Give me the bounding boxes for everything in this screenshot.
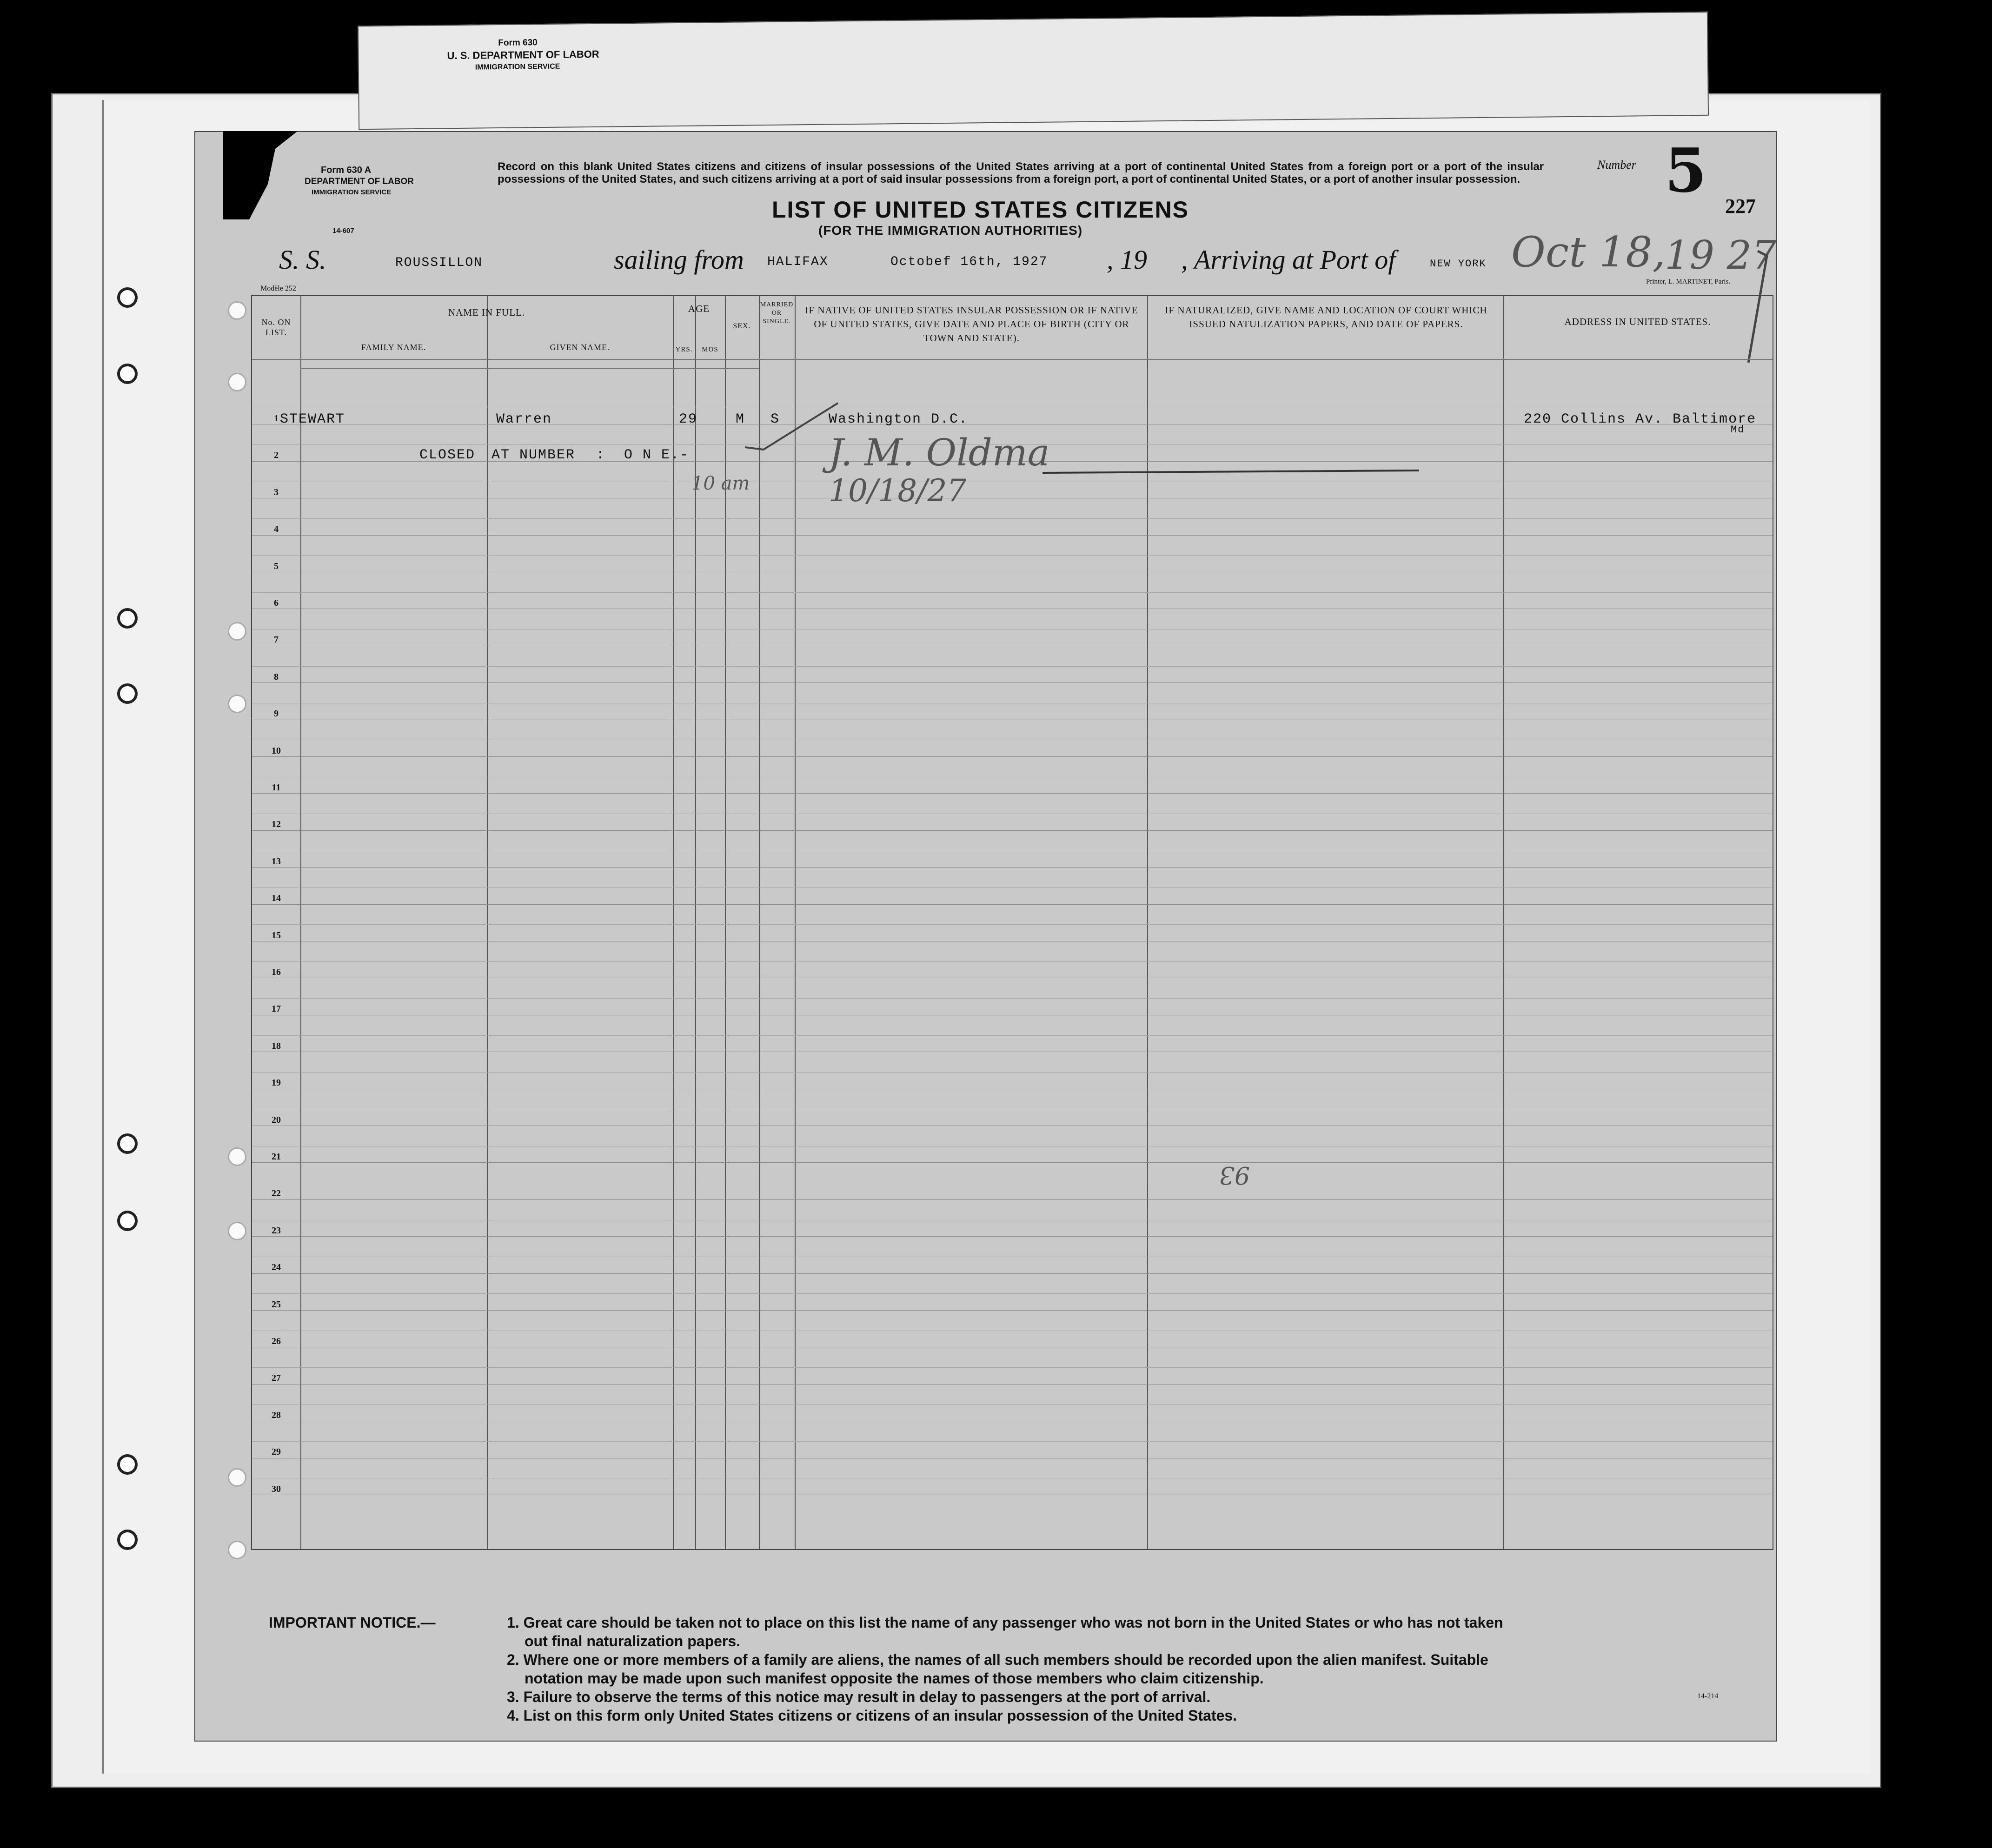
col-mos-header: MOS: [702, 346, 718, 353]
punch-hole: [228, 1468, 246, 1487]
row-number: 2: [274, 450, 279, 461]
row-rule: [252, 904, 1773, 905]
row-rule: [252, 867, 1773, 868]
row-number: 18: [272, 1040, 281, 1051]
row-rule: [252, 1236, 1773, 1237]
row-subrule: [252, 998, 1773, 999]
passenger-table: [251, 295, 1773, 1550]
arrival-port: NEW YORK: [1430, 258, 1487, 270]
row-number: 6: [274, 598, 279, 608]
row-number: 20: [272, 1114, 281, 1125]
col-divider: [300, 296, 301, 1549]
notice-item: 3. Failure to observe the terms of this notice may result in delay to passengers at the port of arrival.: [507, 1689, 1211, 1705]
closing-colon: :: [596, 447, 606, 463]
header-bottom-rule: [252, 359, 1773, 360]
row-rule: [252, 1273, 1773, 1274]
notice-item: 2. Where one or more members of a family are aliens, the names of all such members should be recorded upon the alien manifest. Suitable: [507, 1651, 1488, 1668]
departure-date: Octobef 16th, 1927: [890, 255, 1048, 269]
list-number: 5: [1665, 135, 1707, 206]
row-subrule: [252, 555, 1773, 556]
row1-age-yrs: 29: [679, 411, 698, 427]
number-label: Number: [1597, 158, 1636, 172]
row-number: 3: [274, 487, 279, 497]
row-number: 16: [272, 967, 281, 977]
punch-hole: [117, 608, 138, 629]
at-number-label: AT NUMBER: [491, 447, 576, 463]
form-subtitle: (FOR THE IMMIGRATION AUTHORITIES): [818, 223, 1083, 238]
col-age-header: AGE: [688, 303, 710, 314]
row1-birth-place: Washington D.C.: [829, 411, 969, 427]
punch-hole: [228, 301, 246, 320]
punch-hole: [228, 695, 246, 713]
row-subrule: [252, 924, 1773, 925]
form-department: DEPARTMENT OF LABOR: [305, 177, 414, 186]
notice-label: IMPORTANT NOTICE.—: [269, 1614, 436, 1631]
row-number: 1: [274, 413, 279, 424]
row1-given-name: Warren: [496, 411, 552, 427]
arrival-date-handwritten: Oct 18,: [1511, 228, 1666, 277]
notice-item: 1. Great care should be taken not to place on this list the name of any passenger who was not born in the United States or who has not taken: [507, 1614, 1503, 1631]
punch-hole: [117, 1133, 138, 1154]
punch-hole: [117, 1530, 138, 1550]
punch-hole: [117, 683, 138, 704]
row-number: 23: [272, 1225, 281, 1236]
row-number: 14: [272, 893, 281, 904]
row-rule: [252, 1162, 1773, 1163]
row-number: 27: [272, 1373, 281, 1384]
ship-name: ROUSSILLON: [395, 256, 483, 270]
notice-item: 4. List on this form only United States citizens or citizens of an insular possession of the United States.: [507, 1707, 1237, 1724]
row-number: 22: [272, 1188, 281, 1199]
row-number: 8: [274, 671, 279, 682]
form-service: IMMIGRATION SERVICE: [312, 188, 392, 196]
punch-hole: [117, 287, 138, 308]
row-number: 15: [272, 930, 281, 941]
row-rule: [252, 830, 1773, 831]
sailing-label: sailing from: [614, 245, 744, 275]
col-given-header: GIVEN NAME.: [550, 343, 610, 352]
row-subrule: [252, 1404, 1773, 1405]
row1-address-state: Md: [1731, 424, 1745, 436]
punch-hole: [117, 364, 138, 384]
form-instructions: Record on this blank United States citizens and citizens of insular possessions of the United States arriving at a port of continental United States from a foreign port or a port of the insular possessions of the United States, and such citizens arriving at a port of said insular possessions from a foreign port, a port of continental United States, or a port of another insular possession.: [498, 160, 1544, 185]
row-number: 5: [274, 561, 279, 571]
col-sex-header: SEX.: [733, 322, 751, 330]
col-no-header: No. ON LIST.: [261, 318, 291, 337]
closed-label: CLOSED: [419, 447, 476, 463]
row-subrule: [252, 1293, 1773, 1294]
form-title: LIST OF UNITED STATES CITIZENS: [772, 197, 1189, 223]
col-divider: [673, 296, 674, 1549]
top-service: IMMIGRATION SERVICE: [475, 62, 560, 72]
punch-hole: [117, 1211, 138, 1231]
col-naturalized-header: IF NATURALIZED, GIVE NAME AND LOCATION OF COURT WHICH ISSUED NATULIZATION PAPERS, AND DATE OF PAPERS.: [1165, 305, 1487, 330]
punch-hole: [228, 622, 246, 641]
handwritten-marks: [745, 361, 1424, 510]
row-subrule: [252, 1035, 1773, 1036]
row1-address: 220 Collins Av. Baltimore: [1524, 411, 1757, 427]
row-rule: [252, 1199, 1773, 1200]
row-number: 26: [272, 1336, 281, 1346]
col-yrs-header: YRS.: [675, 346, 693, 353]
arrival-year-handwritten: 19 27: [1665, 232, 1777, 278]
closing-number: O N E.-: [624, 447, 690, 463]
col-address-header: ADDRESS IN UNITED STATES.: [1564, 316, 1711, 327]
col-divider: [487, 296, 488, 1549]
row-number: 9: [274, 709, 279, 719]
col-married-header: MARRIED OR SINGLE.: [760, 301, 794, 325]
row-number: 24: [272, 1262, 281, 1273]
punch-hole: [228, 1222, 246, 1240]
departure-port: HALIFAX: [767, 255, 829, 269]
row-rule: [252, 682, 1773, 683]
top-department: U. S. DEPARTMENT OF LABOR: [447, 48, 599, 62]
row-number: 29: [272, 1447, 281, 1457]
inspector-date: 10/18/27: [829, 473, 967, 509]
row1-family-name: STEWART: [280, 411, 345, 427]
year-prefix: , 19: [1107, 245, 1147, 275]
row-number: 7: [274, 635, 279, 645]
col-family-header: FAMILY NAME.: [361, 343, 426, 352]
row-number: 19: [272, 1078, 281, 1088]
row-subrule: [252, 1367, 1773, 1368]
row-number: 28: [272, 1410, 281, 1420]
form-code: 14-607: [332, 227, 354, 235]
row-rule: [252, 793, 1773, 794]
col-divider: [1503, 296, 1504, 1549]
row1-marital-status: S: [770, 411, 780, 427]
row-subrule: [252, 1072, 1773, 1073]
row-number: 21: [272, 1152, 281, 1162]
notice-item: out final naturalization papers.: [525, 1633, 741, 1649]
row1-sex: M: [736, 411, 745, 427]
row-rule: [252, 756, 1773, 757]
printer-credit: Printer, L. MARTINET, Paris.: [1646, 278, 1731, 285]
handwritten-time: 10 am: [691, 473, 750, 494]
punch-hole: [117, 1454, 138, 1475]
row-number: 12: [272, 819, 281, 830]
modele-label: Modèle 252: [260, 285, 296, 292]
notice-item: notation may be made upon such manifest opposite the names of those members who claim citizenship.: [525, 1670, 1264, 1687]
notice-list: [507, 1613, 1762, 1725]
row-subrule: [252, 961, 1773, 962]
punch-hole: [228, 373, 246, 391]
col-name-header: NAME IN FULL.: [448, 307, 525, 318]
punch-hole: [228, 1541, 246, 1559]
row-rule: [252, 1310, 1773, 1311]
page-number: 227: [1725, 195, 1756, 218]
row-subrule: [252, 518, 1773, 519]
col-birth-header: IF NATIVE OF UNITED STATES INSULAR POSSESSION OR IF NATIVE OF UNITED STATES, GIVE DATE AND PLACE OF BIRTH (CITY OR TOWN AND STATE).: [805, 305, 1138, 344]
row-number: 10: [272, 745, 281, 756]
row-number: 17: [272, 1004, 281, 1014]
page-stamp: 93: [1219, 1161, 1250, 1189]
row-subrule: [252, 666, 1773, 667]
inspector-signature: J. M. Oldma: [829, 431, 1050, 474]
top-form-no: Form 630: [498, 38, 538, 48]
form-number: Form 630 A: [321, 165, 372, 175]
arriving-label: , Arriving at Port of: [1181, 245, 1396, 275]
top-sheet: [358, 12, 1709, 130]
row-rule: [252, 535, 1773, 536]
row-number: 4: [274, 524, 279, 535]
row-number: 13: [272, 856, 281, 867]
row-number: 25: [272, 1299, 281, 1310]
ss-label: S. S.: [279, 245, 326, 275]
row-subrule: [252, 592, 1773, 593]
notice-code: 14-214: [1697, 1692, 1719, 1700]
row-subrule: [252, 1441, 1773, 1442]
row-number: 30: [272, 1484, 281, 1494]
header-divider: [673, 368, 725, 369]
row-number: 11: [272, 782, 281, 793]
punch-hole: [228, 1147, 246, 1166]
